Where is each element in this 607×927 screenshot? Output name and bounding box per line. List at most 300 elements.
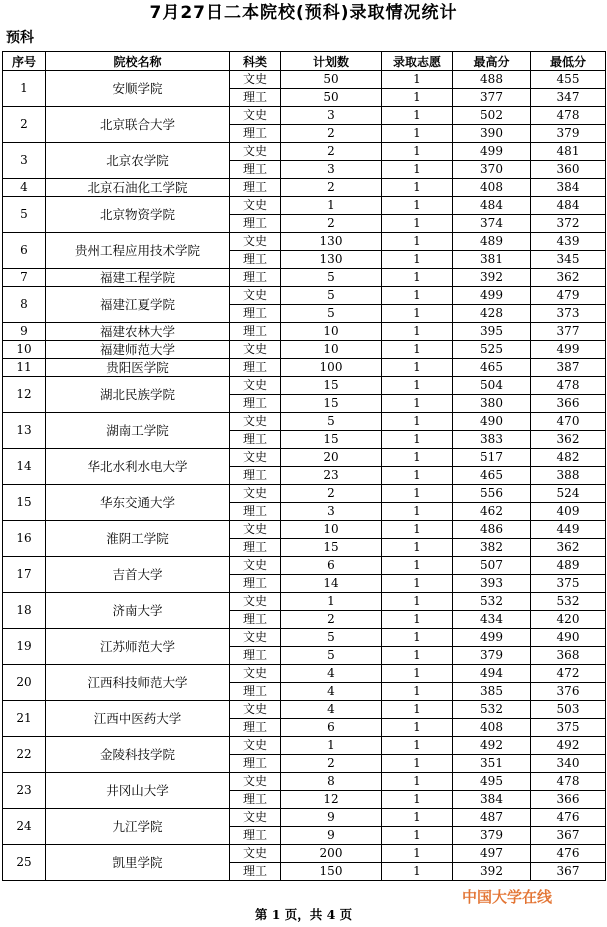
table-row <box>3 521 606 539</box>
table-row <box>3 143 606 161</box>
row-index: 19 <box>3 629 46 665</box>
cell-max-score: 384 <box>453 791 531 809</box>
cell-choice: 1 <box>382 215 453 233</box>
cell-category: 理工 <box>230 323 281 341</box>
row-index: 4 <box>3 179 46 197</box>
cell-category: 理工 <box>230 431 281 449</box>
cell-min-score: 372 <box>531 215 606 233</box>
table-row <box>3 71 606 89</box>
table-row <box>3 845 606 863</box>
cell-max-score: 489 <box>453 233 531 251</box>
cell-category: 理工 <box>230 683 281 701</box>
table-row <box>3 197 606 215</box>
cell-category: 文史 <box>230 449 281 467</box>
cell-category: 理工 <box>230 125 281 143</box>
cell-max-score: 499 <box>453 287 531 305</box>
cell-category: 理工 <box>230 467 281 485</box>
row-index: 17 <box>3 557 46 593</box>
cell-choice: 1 <box>382 341 453 359</box>
cell-category: 文史 <box>230 197 281 215</box>
cell-plan-count: 4 <box>281 683 382 701</box>
cell-plan-count: 50 <box>281 71 382 89</box>
cell-max-score: 494 <box>453 665 531 683</box>
cell-category: 理工 <box>230 827 281 845</box>
cell-plan-count: 10 <box>281 323 382 341</box>
school-name: 淮阴工学院 <box>46 521 230 557</box>
school-name: 吉首大学 <box>46 557 230 593</box>
cell-plan-count: 5 <box>281 305 382 323</box>
cell-min-score: 362 <box>531 269 606 287</box>
table-row <box>3 773 606 791</box>
cell-min-score: 478 <box>531 377 606 395</box>
cell-choice: 1 <box>382 251 453 269</box>
cell-max-score: 379 <box>453 827 531 845</box>
cell-max-score: 492 <box>453 737 531 755</box>
cell-max-score: 408 <box>453 719 531 737</box>
cell-plan-count: 2 <box>281 485 382 503</box>
cell-category: 理工 <box>230 647 281 665</box>
cell-category: 理工 <box>230 251 281 269</box>
cell-choice: 1 <box>382 467 453 485</box>
cell-category: 理工 <box>230 719 281 737</box>
cell-category: 理工 <box>230 611 281 629</box>
cell-choice: 1 <box>382 755 453 773</box>
cell-max-score: 428 <box>453 305 531 323</box>
cell-choice: 1 <box>382 575 453 593</box>
cell-choice: 1 <box>382 719 453 737</box>
cell-category: 文史 <box>230 845 281 863</box>
cell-min-score: 420 <box>531 611 606 629</box>
cell-choice: 1 <box>382 431 453 449</box>
table-row <box>3 593 606 611</box>
row-index: 11 <box>3 359 46 377</box>
cell-plan-count: 2 <box>281 755 382 773</box>
cell-min-score: 366 <box>531 395 606 413</box>
cell-min-score: 376 <box>531 683 606 701</box>
row-index: 13 <box>3 413 46 449</box>
cell-min-score: 439 <box>531 233 606 251</box>
school-name: 济南大学 <box>46 593 230 629</box>
cell-category: 理工 <box>230 791 281 809</box>
cell-min-score: 362 <box>531 539 606 557</box>
row-index: 20 <box>3 665 46 701</box>
cell-plan-count: 2 <box>281 143 382 161</box>
cell-category: 理工 <box>230 503 281 521</box>
cell-max-score: 556 <box>453 485 531 503</box>
cell-plan-count: 50 <box>281 89 382 107</box>
row-index: 6 <box>3 233 46 269</box>
header-category: 科类 <box>230 52 281 71</box>
cell-category: 理工 <box>230 575 281 593</box>
cell-max-score: 393 <box>453 575 531 593</box>
cell-category: 理工 <box>230 395 281 413</box>
cell-category: 文史 <box>230 413 281 431</box>
cell-plan-count: 15 <box>281 539 382 557</box>
cell-max-score: 379 <box>453 647 531 665</box>
row-index: 10 <box>3 341 46 359</box>
cell-plan-count: 4 <box>281 701 382 719</box>
cell-plan-count: 200 <box>281 845 382 863</box>
page-title: 7月27日二本院校(预科)录取情况统计 <box>149 3 458 23</box>
table-row <box>3 809 606 827</box>
header-plan-count: 计划数 <box>281 52 382 71</box>
cell-min-score: 367 <box>531 827 606 845</box>
cell-max-score: 507 <box>453 557 531 575</box>
cell-plan-count: 5 <box>281 629 382 647</box>
cell-plan-count: 150 <box>281 863 382 881</box>
cell-min-score: 373 <box>531 305 606 323</box>
cell-min-score: 366 <box>531 791 606 809</box>
row-index: 24 <box>3 809 46 845</box>
row-index: 3 <box>3 143 46 179</box>
cell-max-score: 484 <box>453 197 531 215</box>
cell-plan-count: 5 <box>281 287 382 305</box>
header-index: 序号 <box>3 52 46 71</box>
cell-plan-count: 10 <box>281 341 382 359</box>
section-subtitle: 预科 <box>6 30 34 46</box>
table-row <box>3 341 606 359</box>
cell-max-score: 532 <box>453 593 531 611</box>
table-row <box>3 413 606 431</box>
cell-choice: 1 <box>382 539 453 557</box>
table-header-row <box>3 52 606 71</box>
row-index: 18 <box>3 593 46 629</box>
cell-max-score: 488 <box>453 71 531 89</box>
cell-min-score: 360 <box>531 161 606 179</box>
cell-choice: 1 <box>382 611 453 629</box>
cell-plan-count: 12 <box>281 791 382 809</box>
cell-category: 理工 <box>230 215 281 233</box>
cell-min-score: 387 <box>531 359 606 377</box>
cell-plan-count: 6 <box>281 719 382 737</box>
row-index: 9 <box>3 323 46 341</box>
cell-category: 文史 <box>230 701 281 719</box>
table-row <box>3 557 606 575</box>
cell-choice: 1 <box>382 449 453 467</box>
cell-choice: 1 <box>382 161 453 179</box>
row-index: 21 <box>3 701 46 737</box>
cell-category: 文史 <box>230 143 281 161</box>
cell-plan-count: 1 <box>281 197 382 215</box>
school-name: 北京物资学院 <box>46 197 230 233</box>
school-name: 湖北民族学院 <box>46 377 230 413</box>
school-name: 华北水利水电大学 <box>46 449 230 485</box>
cell-min-score: 482 <box>531 449 606 467</box>
cell-max-score: 381 <box>453 251 531 269</box>
cell-min-score: 384 <box>531 179 606 197</box>
row-index: 1 <box>3 71 46 107</box>
cell-min-score: 367 <box>531 863 606 881</box>
cell-category: 理工 <box>230 89 281 107</box>
cell-max-score: 465 <box>453 467 531 485</box>
cell-plan-count: 2 <box>281 179 382 197</box>
table-row <box>3 485 606 503</box>
cell-max-score: 380 <box>453 395 531 413</box>
cell-min-score: 362 <box>531 431 606 449</box>
cell-max-score: 392 <box>453 269 531 287</box>
cell-min-score: 377 <box>531 323 606 341</box>
cell-plan-count: 2 <box>281 125 382 143</box>
cell-max-score: 497 <box>453 845 531 863</box>
cell-category: 理工 <box>230 161 281 179</box>
cell-max-score: 374 <box>453 215 531 233</box>
cell-plan-count: 9 <box>281 809 382 827</box>
header-school-name: 院校名称 <box>46 52 230 71</box>
table-row <box>3 233 606 251</box>
cell-category: 文史 <box>230 593 281 611</box>
cell-category: 文史 <box>230 773 281 791</box>
cell-plan-count: 1 <box>281 593 382 611</box>
school-name: 凯里学院 <box>46 845 230 881</box>
table-row <box>3 377 606 395</box>
table-row <box>3 701 606 719</box>
table-row <box>3 629 606 647</box>
cell-min-score: 375 <box>531 575 606 593</box>
school-name: 湖南工学院 <box>46 413 230 449</box>
row-index: 14 <box>3 449 46 485</box>
cell-max-score: 382 <box>453 539 531 557</box>
cell-min-score: 479 <box>531 287 606 305</box>
row-index: 12 <box>3 377 46 413</box>
cell-min-score: 524 <box>531 485 606 503</box>
table-body <box>3 71 606 881</box>
cell-choice: 1 <box>382 629 453 647</box>
cell-min-score: 345 <box>531 251 606 269</box>
cell-max-score: 517 <box>453 449 531 467</box>
cell-min-score: 532 <box>531 593 606 611</box>
cell-min-score: 409 <box>531 503 606 521</box>
cell-min-score: 478 <box>531 107 606 125</box>
cell-category: 文史 <box>230 629 281 647</box>
cell-category: 文史 <box>230 665 281 683</box>
row-index: 5 <box>3 197 46 233</box>
row-index: 2 <box>3 107 46 143</box>
cell-choice: 1 <box>382 485 453 503</box>
cell-category: 理工 <box>230 863 281 881</box>
cell-min-score: 368 <box>531 647 606 665</box>
cell-max-score: 395 <box>453 323 531 341</box>
cell-choice: 1 <box>382 287 453 305</box>
cell-plan-count: 3 <box>281 107 382 125</box>
cell-choice: 1 <box>382 791 453 809</box>
cell-plan-count: 9 <box>281 827 382 845</box>
cell-plan-count: 15 <box>281 431 382 449</box>
school-name: 福建江夏学院 <box>46 287 230 323</box>
cell-plan-count: 100 <box>281 359 382 377</box>
cell-choice: 1 <box>382 143 453 161</box>
cell-choice: 1 <box>382 593 453 611</box>
cell-category: 文史 <box>230 341 281 359</box>
cell-choice: 1 <box>382 701 453 719</box>
cell-choice: 1 <box>382 359 453 377</box>
cell-choice: 1 <box>382 863 453 881</box>
school-name: 贵州工程应用技术学院 <box>46 233 230 269</box>
cell-min-score: 499 <box>531 341 606 359</box>
cell-choice: 1 <box>382 269 453 287</box>
header-max-score: 最高分 <box>453 52 531 71</box>
cell-choice: 1 <box>382 413 453 431</box>
row-index: 8 <box>3 287 46 323</box>
cell-min-score: 375 <box>531 719 606 737</box>
cell-max-score: 502 <box>453 107 531 125</box>
cell-max-score: 499 <box>453 629 531 647</box>
cell-plan-count: 5 <box>281 413 382 431</box>
cell-plan-count: 2 <box>281 215 382 233</box>
cell-choice: 1 <box>382 197 453 215</box>
cell-choice: 1 <box>382 809 453 827</box>
cell-max-score: 385 <box>453 683 531 701</box>
cell-max-score: 486 <box>453 521 531 539</box>
school-name: 安顺学院 <box>46 71 230 107</box>
school-name: 福建工程学院 <box>46 269 230 287</box>
row-index: 7 <box>3 269 46 287</box>
cell-max-score: 390 <box>453 125 531 143</box>
cell-plan-count: 2 <box>281 611 382 629</box>
cell-min-score: 472 <box>531 665 606 683</box>
cell-min-score: 490 <box>531 629 606 647</box>
admission-table <box>2 51 606 881</box>
cell-choice: 1 <box>382 395 453 413</box>
cell-plan-count: 4 <box>281 665 382 683</box>
row-index: 25 <box>3 845 46 881</box>
cell-max-score: 383 <box>453 431 531 449</box>
cell-plan-count: 5 <box>281 269 382 287</box>
school-name: 贵阳医学院 <box>46 359 230 377</box>
cell-choice: 1 <box>382 647 453 665</box>
cell-category: 理工 <box>230 179 281 197</box>
cell-min-score: 489 <box>531 557 606 575</box>
cell-choice: 1 <box>382 827 453 845</box>
table-row <box>3 107 606 125</box>
cell-plan-count: 3 <box>281 161 382 179</box>
row-index: 22 <box>3 737 46 773</box>
cell-min-score: 476 <box>531 845 606 863</box>
cell-choice: 1 <box>382 737 453 755</box>
cell-category: 理工 <box>230 305 281 323</box>
cell-choice: 1 <box>382 125 453 143</box>
cell-category: 理工 <box>230 269 281 287</box>
cell-plan-count: 15 <box>281 377 382 395</box>
school-name: 福建农林大学 <box>46 323 230 341</box>
cell-max-score: 504 <box>453 377 531 395</box>
cell-min-score: 449 <box>531 521 606 539</box>
cell-max-score: 434 <box>453 611 531 629</box>
school-name: 九江学院 <box>46 809 230 845</box>
cell-min-score: 492 <box>531 737 606 755</box>
cell-plan-count: 10 <box>281 521 382 539</box>
cell-category: 文史 <box>230 287 281 305</box>
cell-max-score: 377 <box>453 89 531 107</box>
cell-plan-count: 23 <box>281 467 382 485</box>
table-row <box>3 287 606 305</box>
cell-min-score: 347 <box>531 89 606 107</box>
cell-plan-count: 8 <box>281 773 382 791</box>
cell-category: 文史 <box>230 377 281 395</box>
cell-plan-count: 130 <box>281 233 382 251</box>
school-name: 井冈山大学 <box>46 773 230 809</box>
cell-plan-count: 15 <box>281 395 382 413</box>
school-name: 北京联合大学 <box>46 107 230 143</box>
cell-min-score: 340 <box>531 755 606 773</box>
cell-min-score: 476 <box>531 809 606 827</box>
cell-max-score: 370 <box>453 161 531 179</box>
header-min-score: 最低分 <box>531 52 606 71</box>
cell-choice: 1 <box>382 377 453 395</box>
cell-category: 理工 <box>230 359 281 377</box>
watermark-logo: 中国大学在线 <box>462 888 553 906</box>
cell-max-score: 392 <box>453 863 531 881</box>
cell-min-score: 379 <box>531 125 606 143</box>
cell-category: 文史 <box>230 71 281 89</box>
school-name: 北京农学院 <box>46 143 230 179</box>
row-index: 16 <box>3 521 46 557</box>
cell-choice: 1 <box>382 89 453 107</box>
cell-plan-count: 14 <box>281 575 382 593</box>
table-row <box>3 359 606 377</box>
page-footer: 第 1 页，共 4 页 <box>254 907 353 922</box>
cell-plan-count: 130 <box>281 251 382 269</box>
cell-min-score: 388 <box>531 467 606 485</box>
cell-choice: 1 <box>382 773 453 791</box>
school-name: 江苏师范大学 <box>46 629 230 665</box>
cell-category: 文史 <box>230 809 281 827</box>
cell-max-score: 462 <box>453 503 531 521</box>
cell-choice: 1 <box>382 179 453 197</box>
table-row <box>3 269 606 287</box>
cell-category: 文史 <box>230 737 281 755</box>
cell-category: 文史 <box>230 521 281 539</box>
cell-choice: 1 <box>382 683 453 701</box>
cell-plan-count: 3 <box>281 503 382 521</box>
cell-plan-count: 1 <box>281 737 382 755</box>
cell-category: 文史 <box>230 107 281 125</box>
cell-choice: 1 <box>382 665 453 683</box>
cell-plan-count: 6 <box>281 557 382 575</box>
cell-min-score: 455 <box>531 71 606 89</box>
row-index: 15 <box>3 485 46 521</box>
school-name: 金陵科技学院 <box>46 737 230 773</box>
cell-category: 文史 <box>230 233 281 251</box>
table-row <box>3 323 606 341</box>
cell-choice: 1 <box>382 323 453 341</box>
cell-min-score: 484 <box>531 197 606 215</box>
cell-category: 理工 <box>230 755 281 773</box>
table-row <box>3 449 606 467</box>
cell-max-score: 487 <box>453 809 531 827</box>
table-row <box>3 737 606 755</box>
cell-max-score: 525 <box>453 341 531 359</box>
school-name: 江西中医药大学 <box>46 701 230 737</box>
cell-choice: 1 <box>382 503 453 521</box>
cell-max-score: 499 <box>453 143 531 161</box>
cell-choice: 1 <box>382 845 453 863</box>
header-choice: 录取志愿 <box>382 52 453 71</box>
school-name: 北京石油化工学院 <box>46 179 230 197</box>
cell-min-score: 481 <box>531 143 606 161</box>
cell-choice: 1 <box>382 107 453 125</box>
cell-choice: 1 <box>382 71 453 89</box>
cell-choice: 1 <box>382 233 453 251</box>
cell-choice: 1 <box>382 521 453 539</box>
cell-min-score: 503 <box>531 701 606 719</box>
cell-max-score: 465 <box>453 359 531 377</box>
cell-plan-count: 20 <box>281 449 382 467</box>
row-index: 23 <box>3 773 46 809</box>
cell-category: 文史 <box>230 485 281 503</box>
cell-min-score: 470 <box>531 413 606 431</box>
school-name: 江西科技师范大学 <box>46 665 230 701</box>
cell-plan-count: 5 <box>281 647 382 665</box>
